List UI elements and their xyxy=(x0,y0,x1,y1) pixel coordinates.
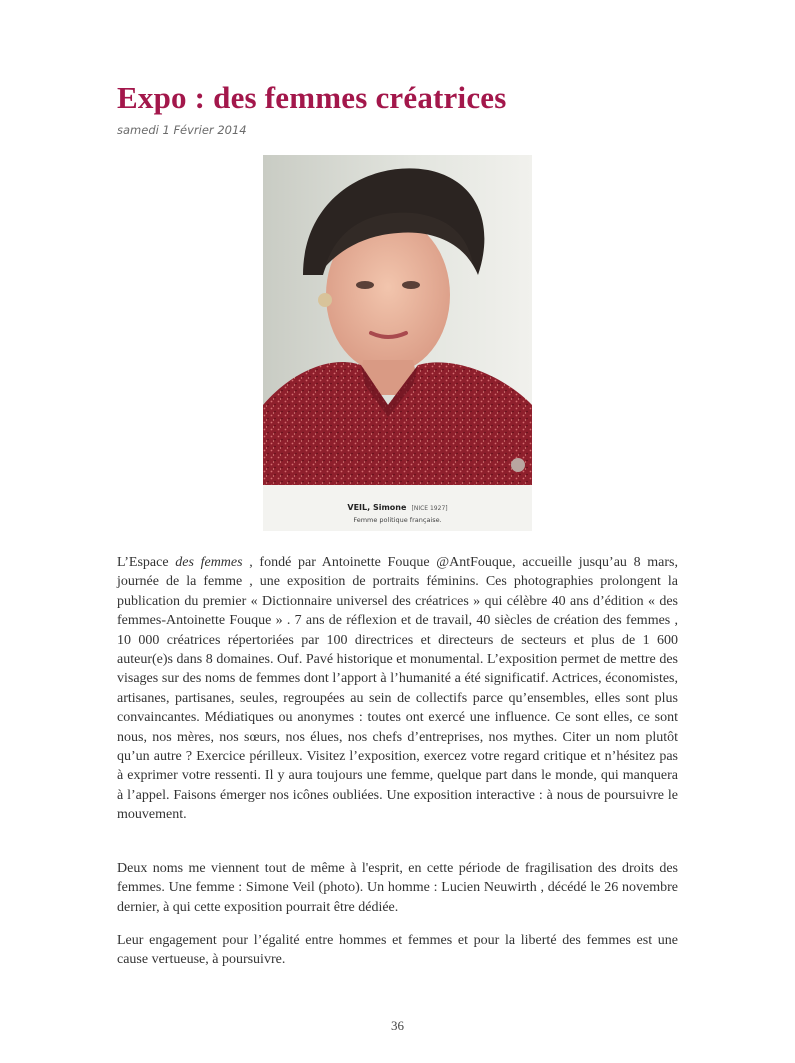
paragraph-intro-body: , fondé par Antoinette Fouque @AntFouque, accueille jusqu’au 8 mars, journée de la femme , une exposition de portraits féminins. Ces photographies prolongent la publication du premier « Dictionnaire universel des créatrices » qui célèbre 40 ans d’édition « des femmes-Antoinette Fouque » . 7 ans de réflexion et de travail, 40 siècles de création des femmes , 10 000 créatrices répertoriées par 100 directrices et directeurs de secteurs et plus de 1 600 auteur(e)s dans 8 domaines. Ouf. Pavé historique et monumental. L’exposition permet de mettre des visages sur des noms de femmes dont l’apport à l’humanité a été significatif. Actrices, économistes, artisanes, partisanes, seules, regroupées au sein de collectifs parce qu’ensembles, elles sont plus convaincantes. Médiatiques ou anonymes : toutes ont exercé une influence. Ce sont elles, ce sont nous, nos mères, nos sœurs, nos élues, nos chefs d’entreprises, nos mythes. Citer un nom plutôt qu’un autre ? Exercice périlleux. Visitez l’exposition, exercez votre regard critique et n’hésitez pas à exprimer votre ressenti. Il y aura toujours une femme, quelque part dans le monde, qui manquera à l’appel. Faisons émerger nos icônes oubliées. Une exposition interactive : à nous de poursuivre le mouvement. xyxy=(117,555,678,823)
photo-caption xyxy=(263,495,532,524)
post-date: samedi 1 Février 2014 xyxy=(117,123,247,137)
paragraph-conclusion: Leur engagement pour l’égalité entre hommes et femmes et pour la liberté des femmes est une cause vertueuse, à poursuivre. xyxy=(117,933,678,968)
portrait-illustration xyxy=(263,155,532,531)
page-number: 36 xyxy=(391,1018,404,1033)
portrait-photo xyxy=(263,155,532,531)
caption-description: Femme politique française. xyxy=(353,516,442,524)
caption-name: VEIL, Simone xyxy=(347,503,407,512)
paragraph-intro-lead: L’Espace xyxy=(117,555,176,570)
paragraph-two-names: Deux noms me viennent tout de même à l'esprit, en cette période de fragilisation des droits des femmes. Une femme : Simone Veil (photo). Un homme : Lucien Neuwirth , décédé le 26 novembre dernier, à qui cette exposition pourrait être dédiée. xyxy=(117,861,678,915)
post-title: Expo : des femmes créatrices xyxy=(117,80,507,115)
espace-des-femmes-italic: des femmes xyxy=(175,555,243,570)
caption-place: [NICE 1927] xyxy=(411,505,448,512)
paragraph-intro xyxy=(117,553,678,825)
